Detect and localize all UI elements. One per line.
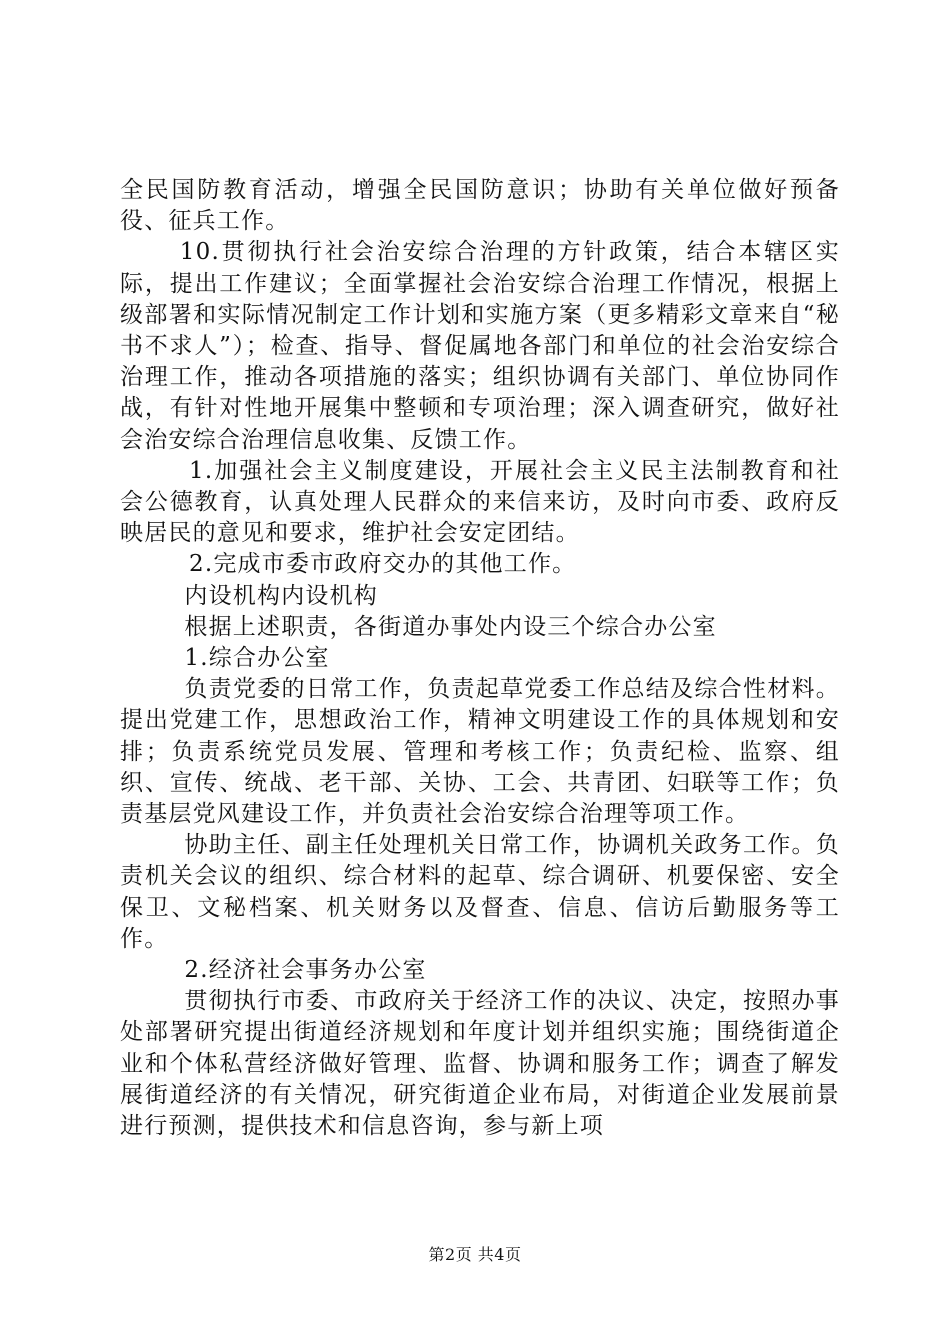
paragraph-item-10: 10.贯彻执行社会治安综合治理的方针政策，结合本辖区实际，提出工作建议；全面掌握社会治安综合治理工作情况，根据上级部署和实际情况制定工作计划和实施方案（更多精彩文章来自“秘书不求人”）；检查、指导、督促属地各部门和单位的社会治安综合治理工作，推动各项措施的落实；组织协调有关部门、单位协同作战，有针对性地开展集中整顿和专项治理；深入调查研究，做好社会治安综合治理信息收集、反馈工作。	[120, 239, 840, 453]
paragraph-general-office-duties: 负责党委的日常工作，负责起草党委工作总结及综合性材料。提出党建工作，思想政治工作，精神文明建设工作的具体规划和安排；负责系统党员发展、管理和考核工作；负责纪检、监察、组织、宣传、统战、老干部、关协、工会、共青团、妇联等工作；负责基层党风建设工作，并负责社会治安综合治理等项工作。	[120, 676, 840, 828]
paragraph-economic-office-duties: 贯彻执行市委、市政府关于经济工作的决议、决定，按照办事处部署研究提出街道经济规划和年度计划并组织实施；围绕街道企业和个体私营经济做好管理、监督、协调和服务工作；调查了解发展街道经济的有关情况，研究街道企业布局，对街道企业发展前景进行预测，提供技术和信息咨询，参与新上项	[120, 988, 840, 1140]
paragraph-offices-intro: 根据上述职责，各街道办事处内设三个综合办公室	[184, 613, 717, 640]
paragraph-general-office-assist: 协助主任、副主任处理机关日常工作，协调机关政务工作。负责机关会议的组织、综合材料的起草、综合调研、机要保密、安全保卫、文秘档案、机关财务以及督查、信息、信访后勤服务等工作。	[120, 832, 840, 952]
document-body	[120, 175, 840, 1142]
paragraph-item-1-system-building: 1.加强社会主义制度建设，开展社会主义民主法制教育和社会公德教育，认真处理人民群众的来信来访，及时向市委、政府反映居民的意见和要求，维护社会安定团结。	[120, 457, 840, 547]
paragraph-item-2-other-work: 2.完成市委市政府交办的其他工作。	[189, 551, 577, 578]
subheading-economic-office: 2.经济社会事务办公室	[184, 957, 427, 984]
subheading-general-office: 1.综合办公室	[184, 645, 330, 672]
paragraph-national-defense: 全民国防教育活动，增强全民国防意识；协助有关单位做好预备役、征兵工作。	[120, 177, 840, 235]
page-number-footer: 第2页 共4页	[428, 1245, 522, 1264]
section-heading-internal-bodies: 内设机构内设机构	[184, 582, 378, 609]
